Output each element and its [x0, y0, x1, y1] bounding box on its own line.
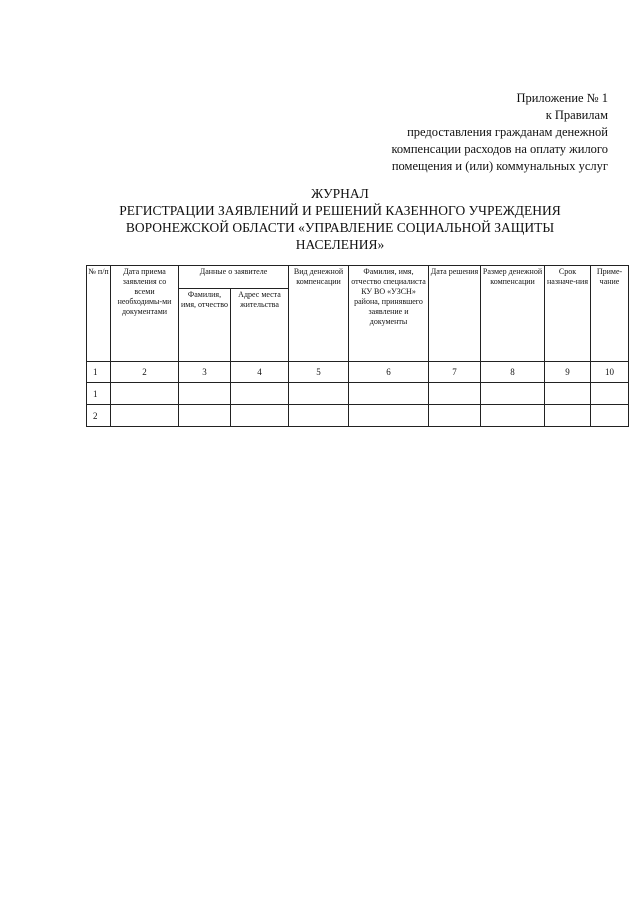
column-number: 4 [231, 362, 289, 383]
header-applicant-name: Фамилия, имя, отчество [179, 289, 231, 362]
appendix-line: к Правилам [545, 108, 608, 122]
table-cell [429, 405, 481, 427]
header-date-received: Дата приема заявления со всеми необходимы-ми документами [111, 266, 179, 362]
table-cell [545, 405, 591, 427]
journal-table [86, 265, 629, 427]
table-cell [231, 383, 289, 405]
column-number: 1 [87, 362, 111, 383]
table-cell [111, 383, 179, 405]
header-specialist: Фамилия, имя, отчество специалиста КУ ВО «УЗСН» района, принявшего заявление и документы [349, 266, 429, 362]
column-numbers-row [87, 362, 629, 383]
title-line: ЖУРНАЛ [311, 186, 369, 201]
table-cell [179, 405, 231, 427]
table-cell [591, 405, 629, 427]
header-term: Срок назначе-ния [545, 266, 591, 362]
column-number: 3 [179, 362, 231, 383]
column-number: 2 [111, 362, 179, 383]
column-number: 5 [289, 362, 349, 383]
header-applicant-group: Данные о заявителе [179, 266, 289, 289]
title-line: ВОРОНЕЖСКОЙ ОБЛАСТИ «УПРАВЛЕНИЕ СОЦИАЛЬНОЙ ЗАЩИТЫ [125, 220, 555, 235]
table-row [87, 383, 629, 405]
column-number: 6 [349, 362, 429, 383]
table-cell [591, 383, 629, 405]
appendix-line: компенсации расходов на оплату жилого [391, 142, 608, 156]
table-cell [349, 383, 429, 405]
title-line: НАСЕЛЕНИЯ» [295, 237, 385, 252]
column-number: 9 [545, 362, 591, 383]
column-number: 7 [429, 362, 481, 383]
header-applicant-address: Адрес места жительства [231, 289, 289, 362]
appendix-line: предоставления гражданам денежной [407, 125, 608, 139]
row-number: 2 [87, 405, 111, 427]
table-row [87, 405, 629, 427]
title-line: РЕГИСТРАЦИИ ЗАЯВЛЕНИЙ И РЕШЕНИЙ КАЗЕННОГО УЧРЕЖДЕНИЯ [119, 203, 561, 218]
appendix-block [308, 90, 608, 175]
header-note: Приме-чание [591, 266, 629, 362]
header-compensation-amount: Размер денежной компенсации [481, 266, 545, 362]
appendix-line: Приложение № 1 [516, 91, 608, 105]
column-number: 8 [481, 362, 545, 383]
table-cell [349, 405, 429, 427]
appendix-line: помещения и (или) коммунальных услуг [391, 159, 608, 173]
column-number: 10 [591, 362, 629, 383]
table-cell [289, 405, 349, 427]
row-number: 1 [87, 383, 111, 405]
document-title [100, 185, 580, 253]
table-cell [545, 383, 591, 405]
table-cell [111, 405, 179, 427]
table-cell [481, 383, 545, 405]
table-cell [289, 383, 349, 405]
header-decision-date: Дата решения [429, 266, 481, 362]
header-num: № п/п [87, 266, 111, 362]
table-cell [429, 383, 481, 405]
table-cell [179, 383, 231, 405]
header-compensation-type: Вид денежной компенсации [289, 266, 349, 362]
table-cell [481, 405, 545, 427]
table-cell [231, 405, 289, 427]
